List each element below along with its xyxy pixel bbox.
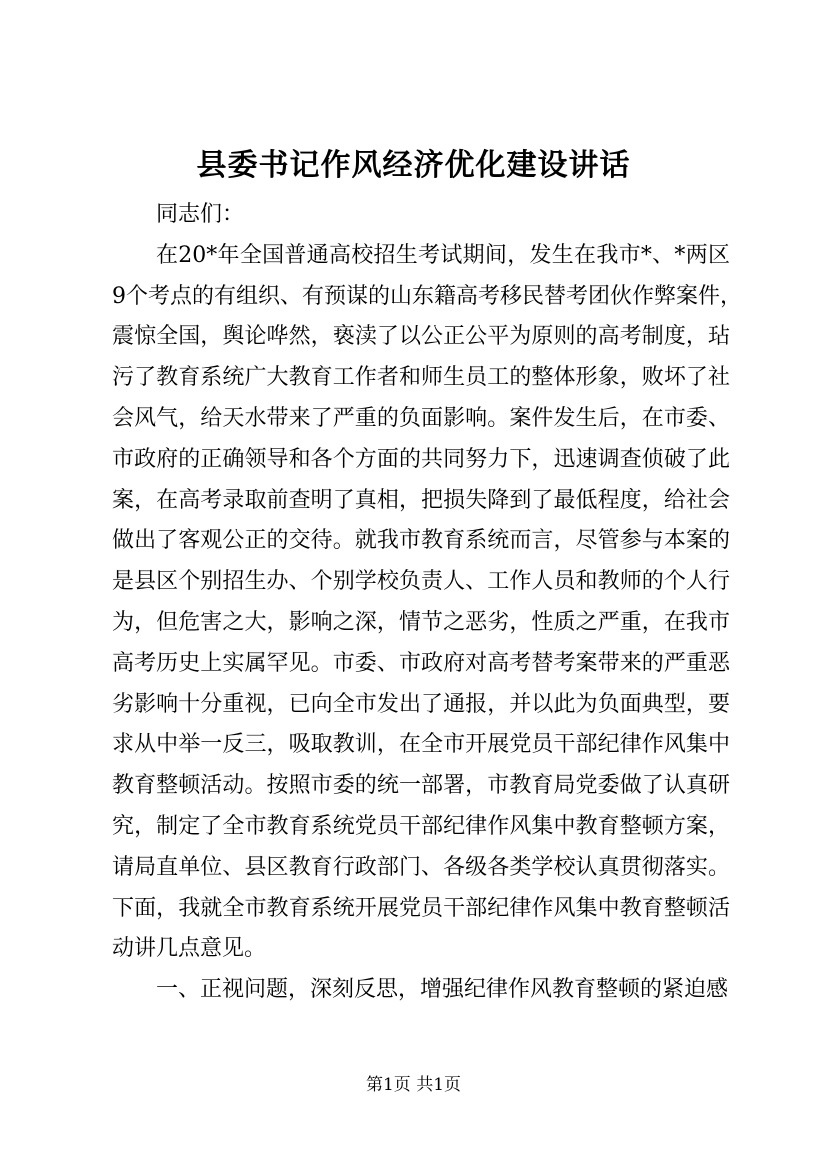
paragraph-line: 案，在高考录取前查明了真相，把损失降到了最低程度，给社会 xyxy=(112,487,730,513)
paragraph-line: 震惊全国，舆论哗然，亵渎了以公正公平为原则的高考制度，玷 xyxy=(112,324,730,350)
paragraph-line: 做出了客观公正的交待。就我市教育系统而言，尽管参与本案的 xyxy=(112,528,730,554)
document-title: 县委书记作风经济优化建设讲话 xyxy=(196,148,631,183)
paragraph-line: 高考历史上实属罕见。市委、市政府对高考替考案带来的严重恶 xyxy=(112,650,730,676)
paragraph-line: 会风气，给天水带来了严重的负面影响。案件发生后，在市委、 xyxy=(112,405,730,431)
paragraph-line: 是县区个别招生办、个别学校负责人、工作人员和教师的个人行 xyxy=(112,569,730,595)
paragraph-line: 请局直单位、县区教育行政部门、各级各类学校认真贯彻落实。 xyxy=(112,854,730,880)
salutation: 同志们： xyxy=(156,202,245,227)
paragraph-line: 污了教育系统广大教育工作者和师生员工的整体形象，败坏了社 xyxy=(112,365,730,391)
document-body xyxy=(112,195,742,1011)
paragraph-line: 劣影响十分重视，已向全市发出了通报，并以此为负面典型，要 xyxy=(112,691,730,717)
paragraph-line: 为，但危害之大，影响之深，情节之恶劣，性质之严重，在我市 xyxy=(112,609,730,635)
section-heading-1: 一、正视问题，深刻反思，增强纪律作风教育整顿的紧迫感 xyxy=(156,977,729,1003)
paragraph-line: 求从中举一反三，吸取教训，在全市开展党员干部纪律作风集中 xyxy=(112,732,730,758)
paragraph-1 xyxy=(112,236,742,970)
page-footer: 第1页 共1页 xyxy=(365,1075,462,1095)
paragraph-line: 下面，我就全市教育系统开展党员干部纪律作风集中教育整顿活 xyxy=(112,895,730,921)
paragraph-line: 究，制定了全市教育系统党员干部纪律作风集中教育整顿方案， xyxy=(112,813,730,839)
paragraph-line: 教育整顿活动。按照市委的统一部署，市教育局党委做了认真研 xyxy=(112,773,730,799)
paragraph-line: 9个考点的有组织、有预谋的山东籍高考移民替考团伙作弊案件， xyxy=(112,283,742,309)
paragraph-line: 在20*年全国普通高校招生考试期间，发生在我市*、*两区 xyxy=(156,242,730,268)
paragraph-line: 动讲几点意见。 xyxy=(112,936,267,962)
paragraph-line: 市政府的正确领导和各个方面的共同努力下，迅速调查侦破了此 xyxy=(112,446,730,472)
